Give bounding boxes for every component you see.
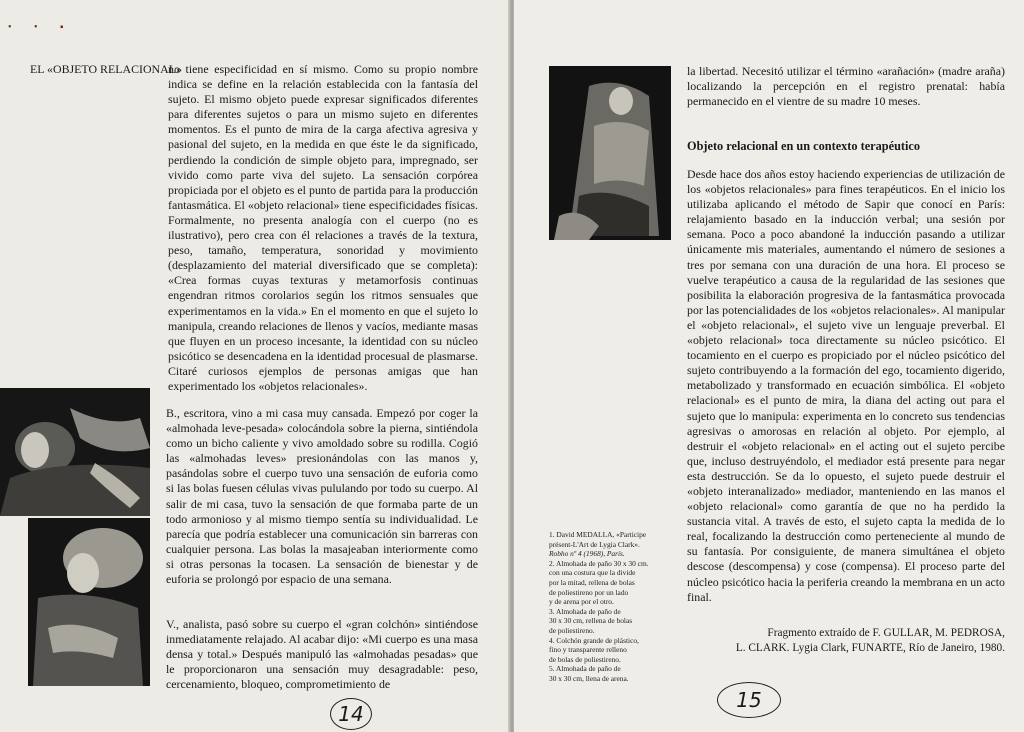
paragraph-b <box>166 406 478 587</box>
photo-man-with-pillows <box>28 518 150 686</box>
paragraph-v-text: V., analista, pasó sobre su cuerpo el «gran colchón» sintiéndose inmediatamente relajado. Al acabar dijo: «Mi cuerpo es una masa densa y total.» Después manipuló las «almohadas pesadas» que le proporcionaron una sensación muy desagradable: peso, cercenamiento, bloqueo, comprometimiento de <box>166 617 478 692</box>
credit-line-2: L. CLARK. Lygia Clark, FUNARTE, Río de Janeiro, 1980. <box>735 642 1005 654</box>
photo-image <box>0 388 150 516</box>
photo-woman-reclining <box>0 388 150 516</box>
continuation-paragraph <box>687 64 1005 109</box>
photo-image-2 <box>28 518 150 686</box>
footnote-line: de poliestireno por un lado <box>549 587 629 597</box>
footnote-line: présent-L'Art de Lygia Clark». <box>549 539 640 549</box>
footnote-line: 3. Almohada de paño de <box>549 606 621 616</box>
footnotes <box>549 530 679 684</box>
paragraph-b-text: B., escritora, vino a mi casa muy cansada. Empezó por coger la «almohada leve-pesada» colocándola sobre la pierna, sintiéndola como un bicho caliente y vivo amoldado sobre su rodilla. Cogió las «almohadas leves» presionándolas con las manos y, pasándolas sobre el cuerpo tuvo una sensación de euforia como si las bolas fuesen células vivas pululando por todo su cuerpo. Al salir de mi casa, tuvo la sensación de que formaba parte de un todo armonioso y al mismo tiempo sentía su individualidad. Le parecía que podría establecer una comunicación sin barreras con cualquier persona. Las bolas la masajeaban interiormente como si otras personas la tocasen. La sensación de bienestar y de euforia se prolongó por espacio de una semana. <box>166 406 478 587</box>
footnote-line: fino y transparente relleno <box>549 645 627 655</box>
intro-body <box>168 62 478 392</box>
footnote-line: por la mitad, rellena de bolas <box>549 577 635 587</box>
footnote-line: 5. Almohada de paño de <box>549 664 621 674</box>
left-page <box>0 0 510 732</box>
page-number-right-text: 15 <box>736 688 762 712</box>
footnote-line: 1. David MEDALLA, «Participe <box>549 530 647 539</box>
footnote-line: 4. Colchón grande de plástico, <box>549 635 639 645</box>
footnote-line: 2. Almohada de paño 30 x 30 cm. <box>549 558 649 568</box>
page-number-right <box>717 682 781 718</box>
photo-person-lying <box>549 66 671 240</box>
section-heading: Objeto relacional en un contexto terapéutico <box>687 139 921 153</box>
ink-specks: • • ▪ <box>8 22 74 33</box>
section-body <box>687 167 1005 605</box>
footnote-line: de bolas de poliestireno. <box>549 654 621 664</box>
paragraph-v <box>166 617 478 692</box>
footnote-line: de poliestireno. <box>549 625 595 635</box>
footnote-line: 30 x 30 cm, rellena de bolas <box>549 616 633 626</box>
photo-image-3 <box>549 66 671 240</box>
page-number-left <box>330 698 372 730</box>
intro-text: no tiene especificidad en sí mismo. Como su propio nombre indica se define en la relación establecida con la fantasía del sujeto. El mismo objeto puede expresar significados diferentes para diferentes sujetos o para un mismo sujeto en diferentes momentos. Es el punto de mira de la carga afectiva agresiva y pasional del sujeto, en la medida en que éste le da significado, perdiendo la condición de simple objeto para, impregnado, ser vivido como parte viva del sujeto. La sensación corpórea propiciada por el objeto es el punto de partida para la producción fantasmática. El «objeto relacional» tiene especificidades físicas. Formalmente, no presenta analogía con el cuerpo (no es ilustrativo), pero crea con él relaciones a través de la textura, peso, tamaño, temperatura, sonoridad y movimiento (desplazamiento del material diversificado que se completa): «Crea formas cuyas texturas y metamorfosis continuas engendran ritmos corolarios según los ritmos sensuales que experimentamos en la vida.» En el momento en que el sujeto lo manipula, creando relaciones de llenos y vacíos, mediante masas que fluyen en un proceso incesante, la identidad con su núcleo psicótico se desencadena en la identidad procesual de plasmarse. Citaré curiosos ejemplos de personas amigas que han experimentado los «objetos relacionales». <box>168 62 478 392</box>
footnote-line: y de arena por el otro. <box>549 597 614 607</box>
right-page <box>514 0 1024 732</box>
continuation-text: la libertad. Necesitó utilizar el término «arañación» (madre araña) localizando la percepción en el registro prenatal: había permanecido en el vientre de su madre 10 meses. <box>687 64 1005 109</box>
page-number-left-text: 14 <box>338 702 364 726</box>
footnote-line: con una costura que la divide <box>549 568 636 578</box>
credit-line-1: Fragmento extraído de F. GULLAR, M. PEDROSA, <box>767 627 1005 639</box>
footnote-line: 30 x 30 cm, llena de arena. <box>549 673 629 683</box>
credit-block <box>687 626 1005 656</box>
intro-lead: EL «OBJETO RELACIONAL» <box>30 62 182 76</box>
footnote-line: Robho nº 4 (1968), París. <box>549 549 625 559</box>
section-text: Desde hace dos años estoy haciendo experiencias de utilización de los «objetos relacionales» para fines terapéuticos. En el inicio los utilizaba aplicando el método de Sapir que conocí en París: relajamiento basado en la inducción verbal; una sesión por semana. Poco a poco abandoné la inducción pasando a utilizar únicamente mis materiales, aumentando el número de sesiones a tres por semana con una duración de una hora. El proceso se vuelve terapéutico a causa de la regularidad de las sesiones que posibilita la elaboración progresiva de la fantasmática provocada por las potencialidades de los «objetos relacionales». Al manipular el «objeto relacional», el sujeto vive un lenguaje preverbal. El «objeto relacional» toca directamente su núcleo psicótico. El tocamiento en el cuerpo es propiciado por el núcleo psicótico del sujeto contribuyendo a la formación del ego, tocamiento digerido, metabolizado y transformado en ecuación simbólica. El «objeto relacional» es el punto de mira, la diana del acting out para el sujeto que lo manipula: experimenta en lo concreto sus tendencias agresivas o amorosas en relación al objeto. Por ejemplo, al destruir el «objeto relacional» en el acting out el sujeto percibe que, incluso destruyéndolo, el mediador está presente para negar esta destrucción. Se da lo opuesto, el sujeto puede destruir el «objeto interanalizado» mediador, manteniendo en las manos el «objeto relacional» como garantía de que no ha perdido la sustancia vital. A través de esto, el sujeto capta la medida de lo real, focalizando la destrucción como perteneciente al mundo de su fantasía. Por consiguiente, de manera simultánea el objeto descose (descompensa) y cose (compensa). El proceso parte del núcleo psicótico hacia la periferia creando la membrana en un acto final. <box>687 167 1005 604</box>
